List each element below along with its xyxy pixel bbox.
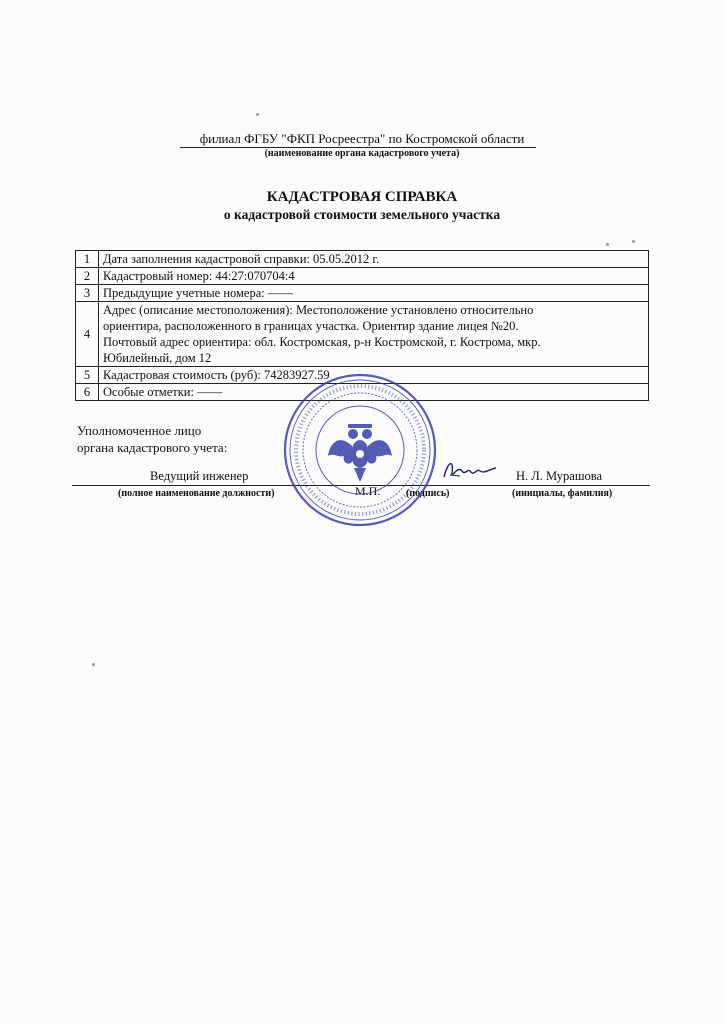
scan-speck — [92, 663, 95, 666]
handwritten-signature — [440, 455, 500, 483]
document-subtitle: о кадастровой стоимости земельного участка — [223, 207, 501, 222]
caption-name: (инициалы, фамилия) — [512, 488, 613, 499]
authorized-line-1: Уполномоченное лицо — [77, 423, 202, 438]
table-row — [76, 285, 649, 302]
table-row — [76, 251, 649, 268]
authorized-person-label — [77, 422, 227, 456]
row-number: 6 — [76, 384, 99, 401]
address-line: Адрес (описание местоположения): Местоположение установлено относительно — [103, 303, 534, 317]
row-text: Кадастровый номер: 44:27:070704:4 — [99, 268, 649, 285]
authorized-line-2: органа кадастрового учета: — [77, 440, 228, 455]
row-number: 3 — [76, 285, 99, 302]
position-title: Ведущий инженер — [150, 469, 249, 483]
table-row — [76, 302, 649, 367]
caption-position: (полное наименование должности) — [118, 488, 275, 499]
document-title: КАДАСТРОВАЯ СПРАВКА — [266, 189, 458, 205]
caption-signature: (подпись) — [406, 488, 450, 499]
address-line: ориентира, расположенного в границах участка. Ориентир здание лицея №20. — [103, 319, 519, 333]
organization-caption: (наименование органа кадастрового учета) — [264, 148, 460, 159]
address-line: Почтовый адрес ориентира: обл. Костромская, р-н Костромской, г. Кострома, мкр. — [103, 335, 541, 349]
row-text: Кадастровая стоимость (руб): 74283927.59 — [99, 367, 649, 384]
scan-speck — [632, 240, 635, 243]
row-number: 1 — [76, 251, 99, 268]
seal-mark-mp: М.П. — [355, 484, 381, 498]
row-number: 5 — [76, 367, 99, 384]
official-seal-stamp — [282, 372, 438, 528]
signer-name: Н. Л. Мурашова — [516, 469, 603, 483]
row-number: 2 — [76, 268, 99, 285]
row-text: Дата заполнения кадастровой справки: 05.05.2012 г. — [99, 251, 649, 268]
row-number: 4 — [76, 302, 99, 367]
scan-speck — [606, 243, 609, 246]
table-row — [76, 268, 649, 285]
organization-name: филиал ФГБУ "ФКП Росреестра" по Костромской области — [199, 131, 525, 146]
row-text: Особые отметки: —— — [99, 384, 649, 401]
scan-speck — [256, 113, 259, 116]
row-text-address — [99, 302, 649, 367]
row-text: Предыдущие учетные номера: —— — [99, 285, 649, 302]
address-line: Юбилейный, дом 12 — [103, 351, 212, 365]
